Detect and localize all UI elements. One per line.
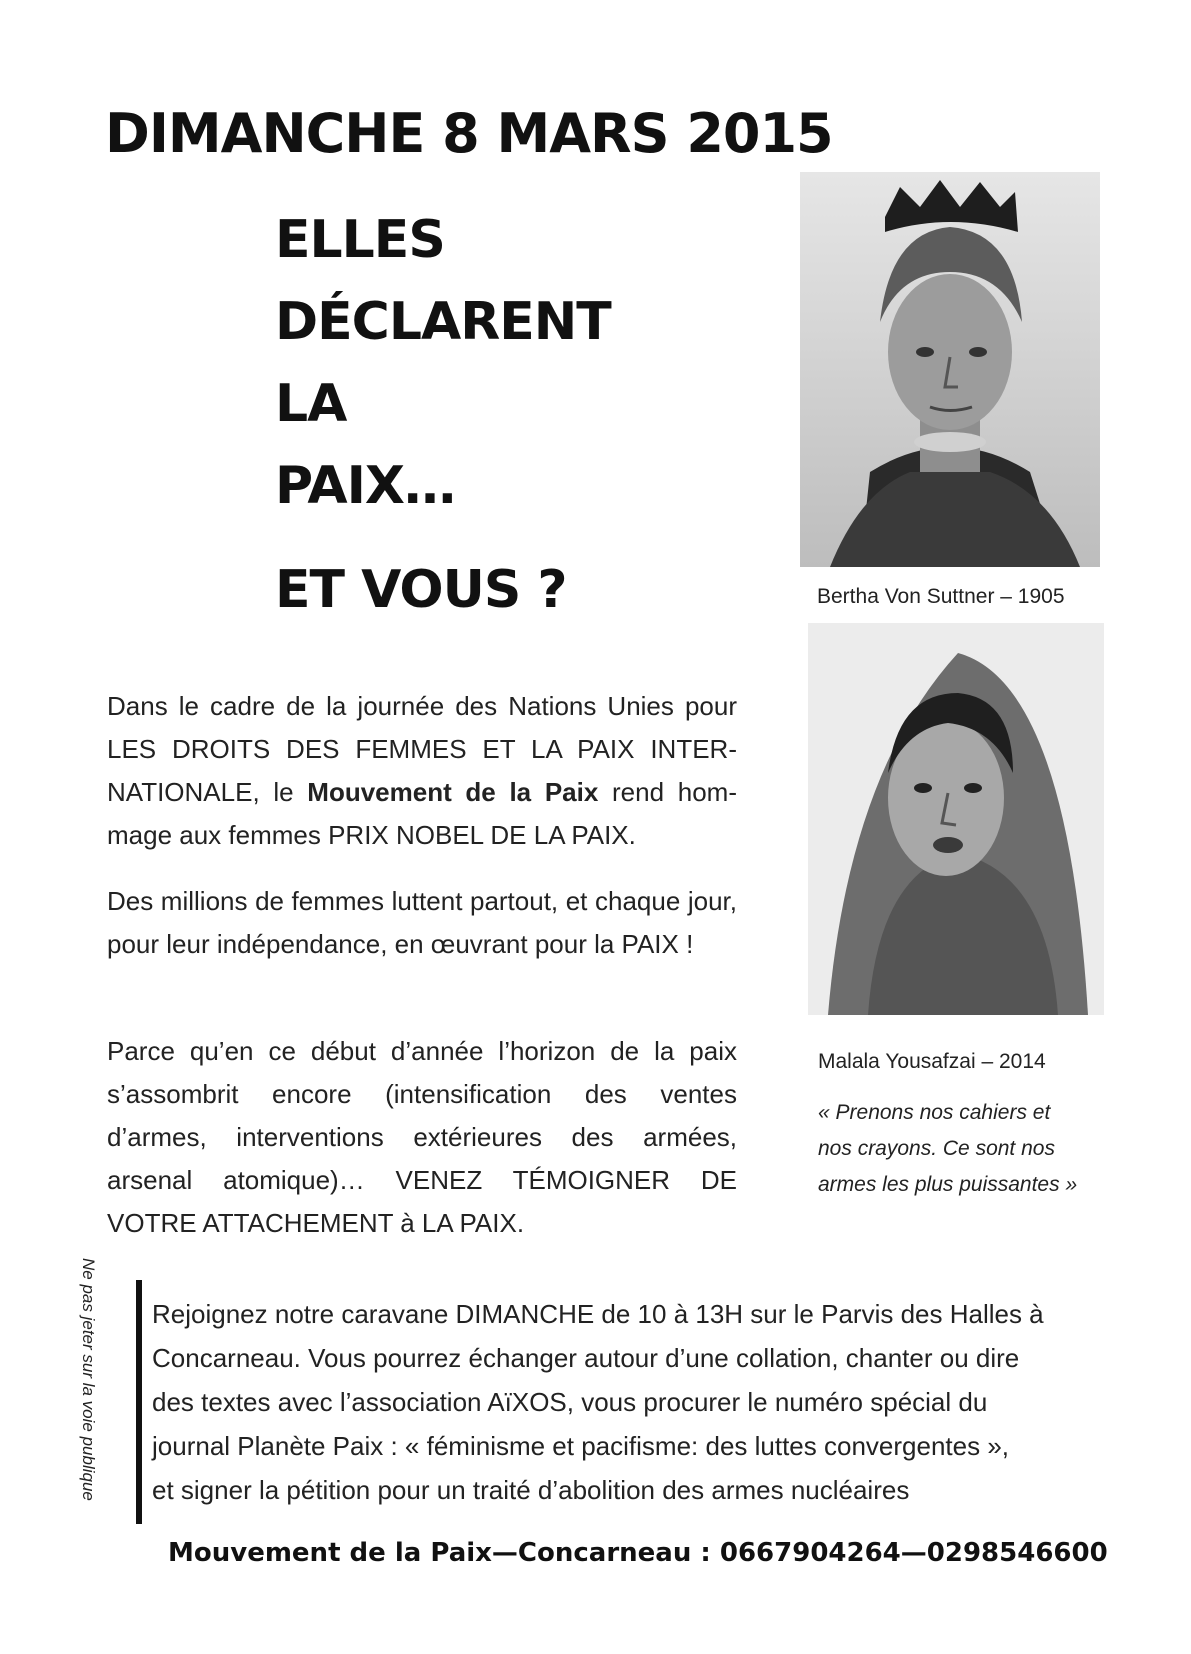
intro-paragraph-3: Parce qu’en ce début d’année l’horizon de la paix s’assombrit encore (intensification des ventes d’armes, interventions extérieures des armées, arsenal atomique)… VENEZ TÉMOIGNER DE VOTRE ATTACHEMENT à LA PAIX. <box>107 1036 737 1238</box>
invitation-line-2: Concarneau. Vous pourrez échanger autour d’une collation, chanter ou dire <box>152 1343 1020 1373</box>
invitation-block <box>152 1292 1044 1512</box>
invitation-line-5: et signer la pétition pour un traité d’abolition des armes nucléaires <box>152 1475 910 1505</box>
portrait-bertha-von-suttner <box>800 172 1100 567</box>
slogan-line-1: ELLES <box>275 210 445 270</box>
slogan-line-4: PAIX… <box>275 456 456 516</box>
slogan-line-2: DÉCLARENT <box>275 292 611 352</box>
invitation-line-1: Rejoignez notre caravane DIMANCHE de 10 à 13H sur le Parvis des Halles à <box>152 1299 1044 1329</box>
footer-contact: Mouvement de la Paix—Concarneau : 0667904264—0298546600 <box>168 1538 1108 1568</box>
quote-line-3: armes les plus puissantes » <box>818 1173 1078 1196</box>
invitation-line-4: journal Planète Paix : « féminisme et pacifisme: des luttes convergentes », <box>152 1431 1009 1461</box>
slogan-line-3: LA <box>275 374 347 434</box>
page-title: DIMANCHE 8 MARS 2015 <box>105 102 833 165</box>
portrait-bertha-image <box>800 172 1100 567</box>
side-note: Ne pas jeter sur la voie publique <box>79 1258 98 1501</box>
invitation-bar <box>136 1280 142 1524</box>
slogan-line-5: ET VOUS ? <box>275 560 567 620</box>
organization-name-bold: Mouvement de la Paix <box>307 777 599 807</box>
quote-line-1: « Prenons nos cahiers et <box>818 1101 1051 1124</box>
portrait-caption-malala: Malala Yousafzai – 2014 <box>818 1050 1046 1073</box>
intro-paragraph-2: Des millions de femmes luttent partout, et chaque jour, pour leur indépendance, en œuvrant pour la PAIX ! <box>107 886 737 959</box>
portrait-malala-yousafzai <box>808 623 1104 1015</box>
intro-paragraph-1 <box>107 685 737 857</box>
intro-p1-text: Dans le cadre de la journée des Nations Unies pour LES DROITS DES FEMMES ET LA PAIX INTER-NATIONALE, le <box>107 691 737 807</box>
portrait-malala-image <box>808 623 1104 1015</box>
invitation-line-3: des textes avec l’association AïXOS, vous procurer le numéro spécial du <box>152 1387 988 1417</box>
malala-quote <box>818 1095 1077 1203</box>
quote-line-2: nos crayons. Ce sont nos <box>818 1137 1055 1160</box>
intro-p1-text-end: rend hom-mage aux femmes PRIX NOBEL DE LA PAIX. <box>107 777 737 850</box>
portrait-caption-bertha: Bertha Von Suttner – 1905 <box>817 585 1065 608</box>
